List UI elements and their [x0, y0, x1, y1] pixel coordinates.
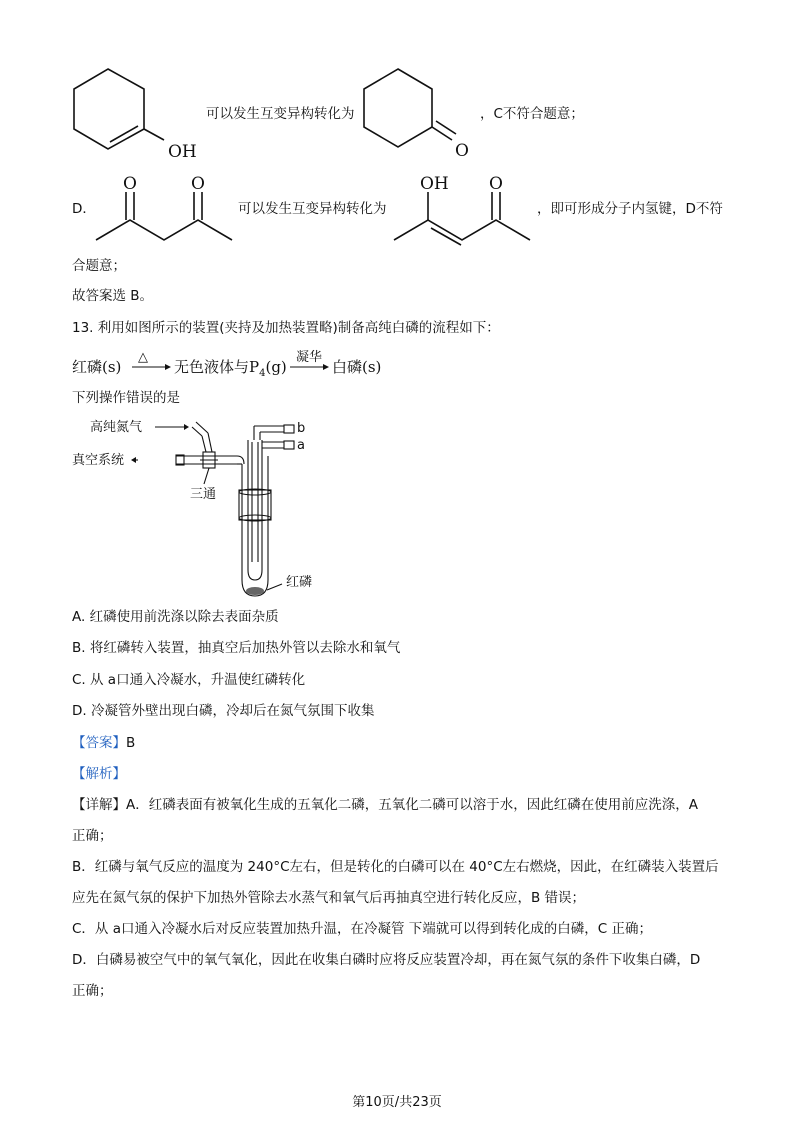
d-tail-text: ，即可形成分子内氢键，D不符: [537, 201, 723, 217]
label-vacuum-system: 真空系统: [72, 453, 125, 468]
flow-middle-a: 无色液体与P: [174, 358, 260, 376]
analysis-label: 【解析】: [72, 766, 126, 782]
svg-text:无色液体与P4(g): [174, 358, 287, 379]
option-a: A. 红磷使用前洗涤以除去表面杂质: [72, 609, 279, 625]
flow-start: 红磷(s): [72, 358, 122, 376]
detail-line-4: 应先在氮气氛的保护下加热外管除去水蒸气和氧气后再抽真空进行转化反应，B 错误；: [72, 890, 586, 906]
ketone-o-label: O: [455, 141, 469, 161]
option-d: D. 冷凝管外壁出现白磷，冷却后在氮气氛围下收集: [72, 703, 375, 719]
apparatus-diagram: [72, 412, 372, 600]
label-port-b: b: [297, 421, 306, 436]
question-13-stem: 13. 利用如图所示的装置(夹持及加热装置略)制备高纯白磷的流程如下：: [72, 320, 500, 336]
d-continuation: 合题意；: [72, 258, 126, 274]
enol-oh-top: OH: [420, 174, 449, 194]
detail-line-5: C．从 a口通入冷凝水后对反应装置加热升温，在冷凝管 下端就可以得到转化成的白磷，C 正确；: [72, 921, 652, 937]
diketone-o-right: O: [191, 174, 205, 194]
label-port-a: a: [297, 438, 305, 453]
cyclohexanone-structure: [360, 64, 480, 164]
answer-label: 【答案】: [72, 735, 126, 751]
enol-o-top: O: [489, 174, 503, 194]
detail-line-7: 正确；: [72, 983, 113, 999]
pentanedione-structure: [92, 170, 242, 245]
conclusion: 故答案选 B。: [72, 288, 154, 304]
answer-line: [72, 734, 135, 752]
diketone-o-left: O: [123, 174, 137, 194]
detail-line-6: D．白磷易被空气中的氧气氧化，因此在收集白磷时应将反应装置冷却，再在氮气氛的条件下收集白磷，D: [72, 952, 701, 968]
detail-line-2: 正确；: [72, 828, 113, 844]
label-high-purity-n2: 高纯氮气: [90, 420, 143, 435]
flow-end: 白磷(s): [332, 358, 382, 376]
d-middle-text: 可以发生互变异构转化为: [238, 201, 387, 217]
flow-middle-sub: 4: [259, 368, 266, 379]
detail-line-3: B．红磷与氧气反应的温度为 240°C左右，但是转化的白磷可以在 40°C左右燃烧，因此，在红磷装入装置后: [72, 859, 719, 875]
enol-diketone-structure: [390, 170, 540, 245]
c-middle-text: 可以发生互变异构转化为: [206, 106, 355, 122]
question-prompt: 下列操作错误的是: [72, 390, 180, 406]
enol-oh-label: OH: [168, 142, 197, 162]
page-footer: 第10页/共23页: [352, 1095, 442, 1110]
answer-value: B: [126, 735, 136, 751]
flow-sublimation: 凝华: [296, 350, 323, 365]
c-tail-text: ，C不符合题意；: [480, 106, 584, 122]
flow-heat-symbol: △: [138, 350, 148, 365]
process-flow: [72, 352, 402, 382]
detail-line-1: 【详解】A．红磷表面有被氧化生成的五氧化二磷，五氧化二磷可以溶于水，因此红磷在使用前应洗涤，A: [72, 797, 698, 813]
option-c: C. 从 a口通入冷凝水，升温使红磷转化: [72, 672, 306, 688]
d-prefix: D．: [72, 201, 96, 217]
label-red-phosphorus: 红磷: [286, 575, 313, 590]
flow-middle-b: (g): [265, 358, 287, 376]
label-three-way-valve: 三通: [190, 487, 217, 502]
cyclohexenol-structure: [68, 62, 218, 164]
option-b: B. 将红磷转入装置，抽真空后加热外管以去除水和氧气: [72, 640, 401, 656]
